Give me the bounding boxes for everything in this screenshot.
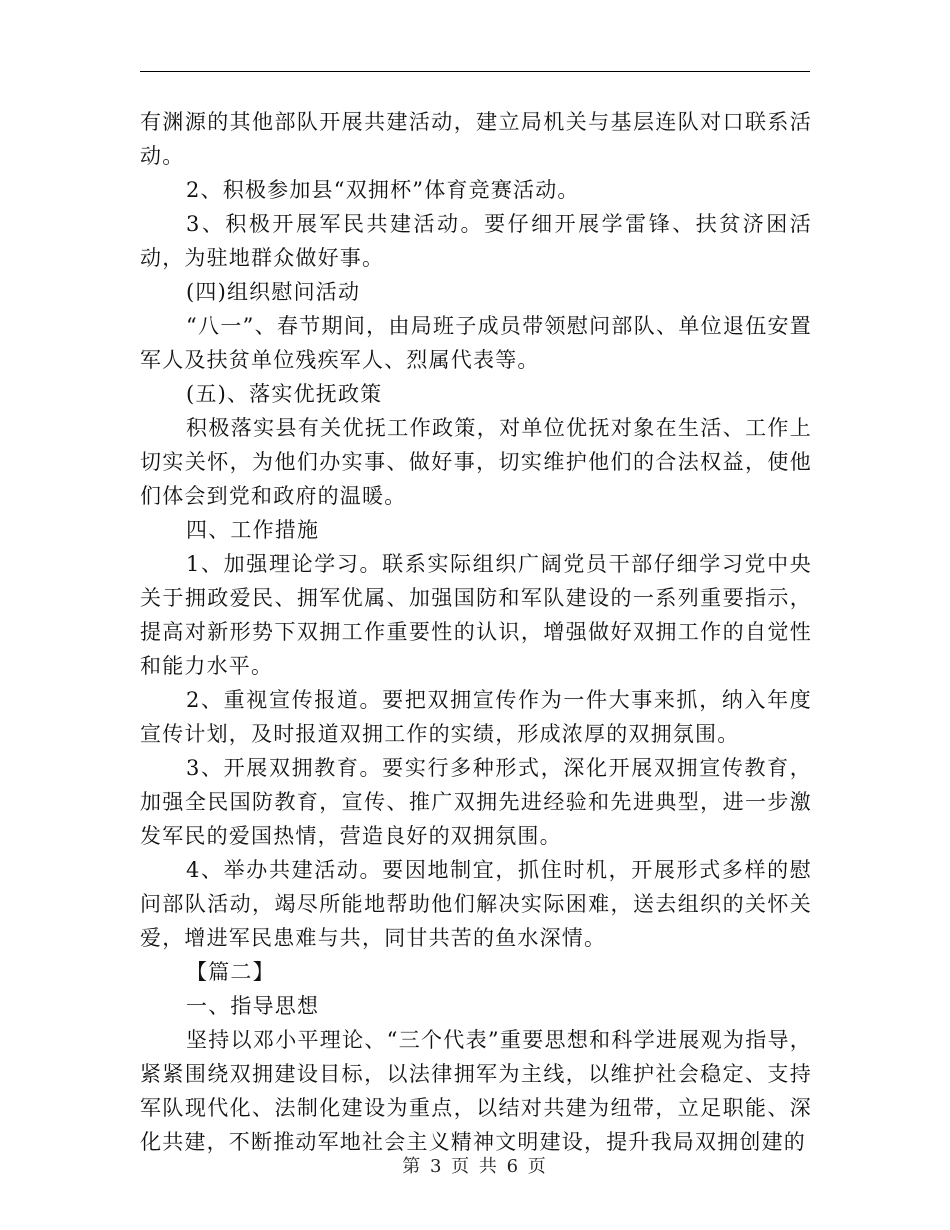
section-heading: 一、指导思想 xyxy=(186,994,320,1018)
paragraph: 4、举办共建活动。要因地制宜，抓住时机，开展形式多样的慰问部队活动，竭尽所能地帮助他们解决实际困难，送去组织的关怀关爱，增进军民患难与共，同甘共苦的鱼水深情。 xyxy=(140,858,812,950)
paragraph: 1、加强理论学习。联系实际组织广阔党员干部仔细学习党中央关于拥政爱民、拥军优属、加强国防和军队建设的一系列重要指示，提高对新形势下双拥工作重要性的认识，增强做好双拥工作的自觉性和能力水平。 xyxy=(140,552,812,678)
part-heading: 【篇二】 xyxy=(186,960,275,984)
document-body xyxy=(140,105,812,1159)
paragraph: 2、积极参加县“双拥杯”体育竞赛活动。 xyxy=(186,178,580,202)
paragraph: 有渊源的其他部队开展共建活动，建立局机关与基层连队对口联系活动。 xyxy=(140,110,812,168)
section-heading: (五)、落实优抚政策 xyxy=(186,382,383,406)
section-heading: (四)组织慰问活动 xyxy=(186,280,361,304)
paragraph: 2、重视宣传报道。要把双拥宣传作为一件大事来抓，纳入年度宣传计划，及时报道双拥工作的实绩，形成浓厚的双拥氛围。 xyxy=(140,688,812,746)
paragraph: 3、积极开展军民共建活动。要仔细开展学雷锋、扶贫济困活动，为驻地群众做好事。 xyxy=(140,212,812,270)
header-rule xyxy=(140,71,810,72)
paragraph: “八一”、春节期间，由局班子成员带领慰问部队、单位退伍安置军人及扶贫单位残疾军人、烈属代表等。 xyxy=(140,314,812,372)
paragraph: 坚持以邓小平理论、“三个代表”重要思想和科学进展观为指导，紧紧围绕双拥建设目标，以法律拥军为主线，以维护社会稳定、支持军队现代化、法制化建设为重点，以结对共建为纽带，立足职能、深化共建，不断推动军地社会主义精神文明建设，提升我局双拥创建的 xyxy=(140,1028,812,1154)
paragraph: 积极落实县有关优抚工作政策，对单位优抚对象在生活、工作上切实关怀，为他们办实事、做好事，切实维护他们的合法权益，使他们体会到党和政府的温暖。 xyxy=(140,416,812,508)
page-number-footer: 第 3 页 共 6 页 xyxy=(402,1156,548,1177)
section-heading: 四、工作措施 xyxy=(186,518,320,542)
paragraph: 3、开展双拥教育。要实行多种形式，深化开展双拥宣传教育，加强全民国防教育，宣传、推广双拥先进经验和先进典型，进一步激发军民的爱国热情，营造良好的双拥氛围。 xyxy=(140,756,812,848)
